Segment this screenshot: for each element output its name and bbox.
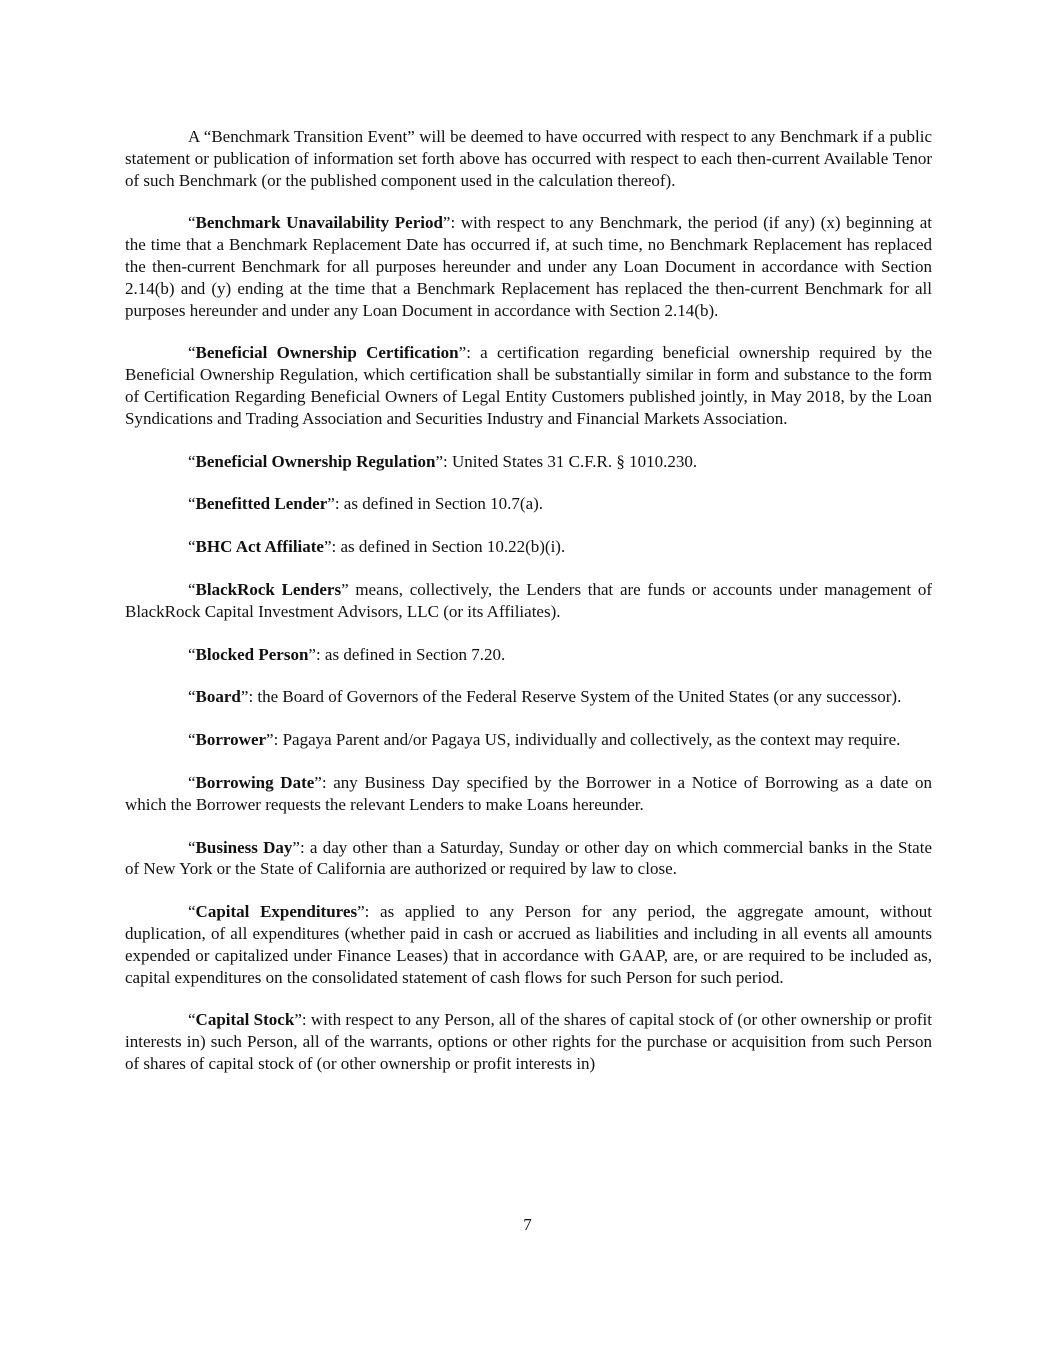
defined-term: Business Day: [195, 837, 293, 857]
definition-text: : as defined in Section 10.22(b)(i).: [331, 537, 566, 557]
definition-text: : as defined in Section 7.20.: [315, 644, 506, 664]
definition-paragraph: “Capital Expenditures”: as applied to any Person for any period, the aggregate amount, without duplication, of all expenditures (whether paid in cash or accrued as liabilities and including in all events all amounts expended or capitalized under Finance Leases) that in accordance with GAAP, are, or are required to be included as, capital expenditures on the consolidated statement of cash flows for such Person for such period.: [125, 902, 932, 987]
defined-term: Beneficial Ownership Regulation: [195, 451, 436, 471]
definition-paragraph: “Beneficial Ownership Regulation”: United States 31 C.F.R. § 1010.230.: [188, 451, 698, 471]
definition-paragraph: “Borrower”: Pagaya Parent and/or Pagaya US, individually and collectively, as the context may require.: [188, 730, 901, 750]
defined-term: BHC Act Affiliate: [195, 537, 324, 557]
defined-term: Board: [195, 687, 241, 707]
definition-paragraph: “Board”: the Board of Governors of the Federal Reserve System of the United States (or any successor).: [188, 687, 902, 707]
definition-paragraph: “Blocked Person”: as defined in Section 7.20.: [188, 644, 506, 664]
defined-term: Blocked Person: [195, 644, 309, 664]
definition-paragraph: “Beneficial Ownership Certification”: a certification regarding beneficial ownership required by the Beneficial Ownership Regulation, which certification shall be substantially similar in form and substance to the form of Certification Regarding Beneficial Owners of Legal Entity Customers published jointly, in May 2018, by the Loan Syndications and Trading Association and Securities Industry and Financial Markets Association.: [125, 343, 933, 428]
page-number: 7: [523, 1215, 532, 1234]
definition-paragraph: “Benchmark Unavailability Period”: with respect to any Benchmark, the period (if any) (x) beginning at the time that a Benchmark Replacement Date has occurred if, at such time, no Benchmark Replacement has replaced the then-current Benchmark for all purposes hereunder and under any Loan Document in accordance with Section 2.14(b) and (y) ending at the time that a Benchmark Replacement has replaced the then-current Benchmark for all purposes hereunder and under any Loan Document in accordance with Section 2.14(b).: [125, 213, 932, 320]
definition-paragraph: “Benefitted Lender”: as defined in Section 10.7(a).: [188, 494, 544, 514]
defined-term: Benchmark Unavailability Period: [195, 213, 443, 233]
definition-text: : a certification regarding beneficial ownership required by the Beneficial Ownership Regulation, which certification shall be substantially similar in form and substance to the form of Certification Regarding Beneficial Owners of Legal Entity Customers published jointly, in May 2018, by the Loan Syndications and Trading Association and Securities Industry and Financial Markets Association.: [125, 343, 933, 428]
definition-text: : as defined in Section 10.7(a).: [334, 494, 544, 514]
definition-text: : a day other than a Saturday, Sunday or other day on which commercial banks in the State of New York or the State of California are authorized or required by law to close.: [125, 837, 933, 879]
defined-term: Beneficial Ownership Certification: [195, 343, 459, 363]
definition-text: : any Business Day specified by the Borrower in a Notice of Borrowing as a date on which the Borrower requests the relevant Lenders to make Loans hereunder.: [125, 772, 932, 814]
defined-term: Capital Expenditures: [195, 902, 358, 922]
defined-term: Borrower: [195, 730, 267, 750]
definition-paragraph: “Borrowing Date”: any Business Day specified by the Borrower in a Notice of Borrowing as a date on which the Borrower requests the relevant Lenders to make Loans hereunder.: [125, 772, 932, 814]
definition-text: : the Board of Governors of the Federal Reserve System of the United States (or any successor).: [248, 687, 902, 707]
defined-term: Borrowing Date: [195, 772, 315, 792]
definition-text: : with respect to any Benchmark, the period (if any) (x) beginning at the time that a Benchmark Replacement Date has occurred if, at such time, no Benchmark Replacement has replaced the then-current Benchmark for all purposes hereunder and under any Loan Document in accordance with Section 2.14(b) and (y) ending at the time that a Benchmark Replacement has replaced the then-current Benchmark for all purposes hereunder and under any Loan Document in accordance with Section 2.14(b).: [125, 213, 932, 320]
definition-text: : Pagaya Parent and/or Pagaya US, individually and collectively, as the context may require.: [273, 730, 901, 750]
definition-text: means, collectively, the Lenders that are funds or accounts under management of BlackRock Capital Investment Advisors, LLC (or its Affiliates).: [125, 579, 932, 621]
definition-paragraph: “Business Day”: a day other than a Saturday, Sunday or other day on which commercial banks in the State of New York or the State of California are authorized or required by law to close.: [125, 837, 933, 879]
defined-term: Capital Stock: [195, 1010, 295, 1030]
definition-paragraph: “BlackRock Lenders” means, collectively, the Lenders that are funds or accounts under management of BlackRock Capital Investment Advisors, LLC (or its Affiliates).: [125, 579, 932, 621]
definition-paragraph: “Capital Stock”: with respect to any Person, all of the shares of capital stock of (or other ownership or profit interests in) such Person, all of the warrants, options or other rights for the purchase or acquisition from such Person of shares of capital stock of (or other ownership or profit interests in): [125, 1010, 932, 1073]
definition-paragraph: “BHC Act Affiliate”: as defined in Section 10.22(b)(i).: [188, 537, 566, 557]
definition-text: : with respect to any Person, all of the shares of capital stock of (or other ownership or profit interests in) such Person, all of the warrants, options or other rights for the purchase or acquisition from such Person of shares of capital stock of (or other ownership or profit interests in): [125, 1010, 932, 1073]
intro-paragraph: A “Benchmark Transition Event” will be deemed to have occurred with respect to any Benchmark if a public statement or publication of information set forth above has occurred with respect to each then-current Available Tenor of such Benchmark (or the published component used in the calculation thereof).: [125, 127, 932, 190]
defined-term: BlackRock Lenders: [195, 579, 342, 599]
defined-term: Benefitted Lender: [195, 494, 328, 514]
definition-text: : United States 31 C.F.R. § 1010.230.: [443, 451, 698, 471]
document-page: [125, 126, 932, 1096]
definition-text: : as applied to any Person for any period, the aggregate amount, without duplication, of all expenditures (whether paid in cash or accrued as liabilities and including in all events all amounts expended or capitalized under Finance Leases) that in accordance with GAAP, are, or are required to be included as, capital expenditures on the consolidated statement of cash flows for such Person for such period.: [125, 902, 932, 987]
